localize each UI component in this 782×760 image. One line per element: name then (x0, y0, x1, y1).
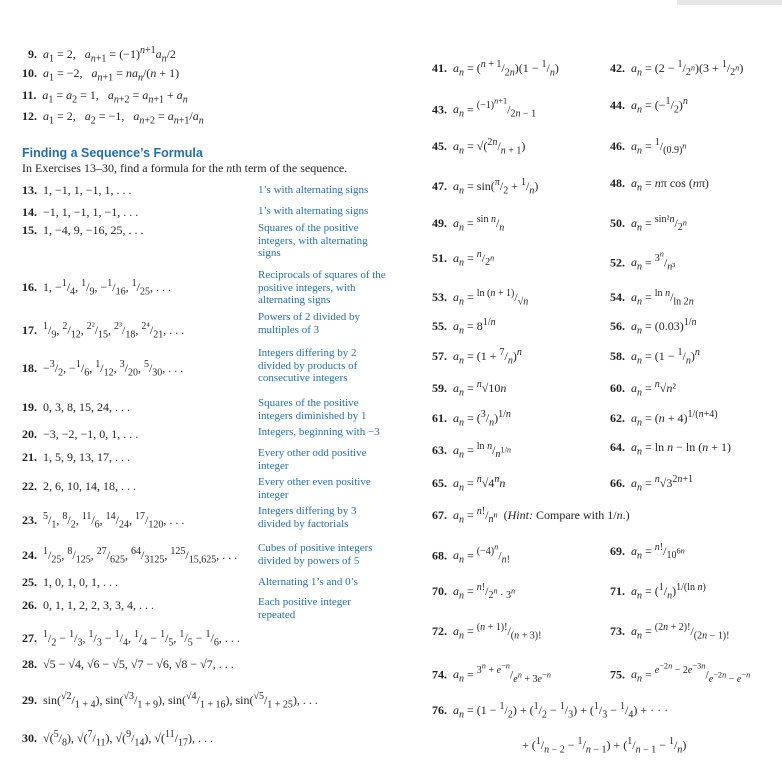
exercise-26: 26. 0, 1, 1, 2, 2, 3, 3, 4, . . . (22, 598, 154, 612)
exercise-70: 70. $a_n = ^{n!}/_{2^n \cdot 3^n}$ (432, 582, 516, 602)
exercise-15: 15. 1, −4, 9, −16, 25, . . . (22, 223, 144, 237)
hint-20: Integers, beginning with −3 (258, 426, 380, 438)
exercise-50: 50. $a_n = ^{sin^2n}/_{2^n}$ (610, 214, 687, 234)
exercise-19: 19. 0, 3, 8, 15, 24, . . . (22, 400, 130, 414)
exercise-60: 60. $a_n = ^n√n^2$ (610, 379, 676, 399)
hint-26: Each positive integer repeated (258, 596, 351, 621)
exercise-18: 18. $-^3/_2$, $-^1/_6$, $^1/_{12}$, $^3/_{20}$, $^5/_{30}$, . . . (22, 359, 184, 379)
hint-22: Every other even positive integer (258, 476, 371, 501)
exercise-55: 55. $a_n = 8^{1/n}$ (432, 317, 496, 337)
exercise-74: 74. $a_n = ^{3^n + e^{-n}}/_{e^n + 3e^{-n}}$ (432, 662, 551, 685)
exercise-13: 13. 1, −1, 1, −1, 1, . . . (22, 183, 132, 197)
hint-14: 1’s with alternating signs (258, 205, 369, 217)
exercise-28: 28. √5 − √4, √6 − √5, √7 − √6, √8 − √7, . . . (22, 657, 234, 671)
exercise-53: 53. $a_n = ^{ln (n + 1)}/_{√n}$ (432, 288, 529, 308)
exercise-16: 16. 1, $-^1/_4$, $^1/_9$, $-^1/_{16}$, $^1/_{25}$, . . . (22, 278, 171, 298)
exercise-76: 76. $a_n = (1 - ^1/_2) + (^1/_2 - ^1/_3) + (^1/_3 - ^1/_4)$ + · · · (432, 701, 669, 721)
hint-21: Every other odd positive integer (258, 447, 367, 472)
exercise-25: 25. 1, 0, 1, 0, 1, . . . (22, 575, 118, 589)
hint-17: Powers of 2 divided by multiples of 3 (258, 311, 361, 336)
exercise-49: 49. $a_n = ^{sin n}/_n$ (432, 214, 505, 234)
exercise-57: 57. $a_n = (1 + ^7/_n)^n$ (432, 347, 522, 367)
exercise-63: 63. $a_n = ^{ln n}/_{n^{1/n}}$ (432, 441, 512, 461)
exercise-52: 52. $a_n = ^{3^n}/_{n^3}$ (610, 250, 676, 273)
exercise-76-cont: + $(^1/_{n - 2} - ^1/_{n - 1}) + (^1/_{n - 1} - ^1/_n)$ (522, 736, 687, 756)
exercise-54: 54. $a_n = ^{ln n}/_{ln 2n}$ (610, 288, 694, 308)
exercise-47: 47. $a_n = \sin(^\pi/_2 + ^1/_n)$ (432, 177, 539, 197)
hint-24: Cubes of positive integers divided by powers of 5 (258, 542, 373, 567)
exercise-46: 46. $a_n = ^1/_{(0.9)^n}$ (610, 137, 687, 157)
section-title: Finding a Sequence’s Formula (22, 146, 203, 160)
hint-25: Alternating 1’s and 0’s (258, 576, 358, 588)
exercise-62: 62. $a_n = (n + 4)^{1/(n+4)}$ (610, 409, 718, 429)
exercise-67: 67. $a_n = ^{n!}/_{n^n}$ (Hint: Compare with 1/n.) (432, 506, 630, 526)
exercise-9: 9. $a_1 = 2$, $a_{n+1} = (-1)^{n+1}a_n/2$ (28, 45, 176, 65)
exercise-73: 73. $a_n = ^{(2n + 2)!}/_{(2n - 1)!}$ (610, 622, 730, 642)
exercise-29: 29. $\sin(^{√2}/_{1 + 4})$, $\sin(^{√3}/_{1 + 9})$, $\sin(^{√4}/_{1 + 16})$, $\sin(^{√5}/_{1 + 25})$, . . . (22, 691, 318, 711)
exercise-72: 72. $a_n = ^{(n + 1)!}/_{(n + 3)!}$ (432, 622, 542, 642)
exercise-68: 68. $a_n = ^{(-4)^n}/_{n!}$ (432, 543, 510, 566)
exercise-58: 58. $a_n = (1 - ^1/_n)^n$ (610, 347, 700, 367)
hint-18: Integers differing by 2 divided by products of consecutive integers (258, 347, 358, 384)
exercise-23: 23. $^5/_1$, $^8/_2$, $^{11}/_6$, $^{14}/_{24}$, $^{17}/_{120}$, . . . (22, 511, 185, 531)
exercise-30: 30. $√(^5/_8)$, $√(^7/_{11})$, $√(^9/_{14})$, $√(^{11}/_{17})$, . . . (22, 729, 213, 749)
section-instruction: In Exercises 13–30, find a formula for the nth term of the sequence. (22, 161, 348, 175)
exercise-71: 71. $a_n = (^1/_n)^{1/(ln n)}$ (610, 582, 706, 602)
running-head-bar (677, 0, 782, 5)
exercise-17: 17. $^1/_9$, $^2/_{12}$, $^{2^2}/_{15}$, $^{2^3}/_{18}$, $^{2^4}/_{21}$, . . . (22, 321, 185, 341)
hint-15: Squares of the positive integers, with alternating signs (258, 222, 368, 259)
exercise-11: 11. $a_1 = a_2 = 1$, $a_{n+2} = a_{n+1} + a_n$ (22, 88, 188, 106)
exercise-27: 27. $^1/_2 - ^1/_3$, $^1/_3 - ^1/_4$, $^1/_4 - ^1/_5$, $^1/_5 - ^1/_6$, . . . (22, 629, 240, 649)
exercise-65: 65. $a_n = ^n√4^nn$ (432, 474, 506, 494)
exercise-66: 66. $a_n = ^n√3^{2n+1}$ (610, 474, 694, 494)
exercise-69: 69. $a_n = ^{n!}/_{10^{6n}}$ (610, 542, 685, 562)
exercise-51: 51. $a_n = ^n/_{2^n}$ (432, 249, 495, 269)
exercise-59: 59. $a_n = ^n√10n$ (432, 379, 507, 399)
exercise-12: 12. $a_1 = 2$, $a_2 = -1$, $a_{n+2} = a_{n+1}/a_n$ (22, 109, 204, 127)
exercise-10: 10. $a_1 = -2$, $a_{n+1} = na_n/(n + 1)$ (22, 66, 180, 84)
exercise-45: 45. $a_n = √(^{2n}/_{n + 1})$ (432, 137, 526, 157)
exercise-21: 21. 1, 5, 9, 13, 17, . . . (22, 450, 130, 464)
exercise-20: 20. −3, −2, −1, 0, 1, . . . (22, 427, 139, 441)
exercise-24: 24. $^1/_{25}$, $^8/_{125}$, $^{27}/_{625}$, $^{64}/_{3125}$, $^{125}/_{15,625}$, . . . (22, 546, 238, 566)
hint-16: Reciprocals of squares of the positive integers, with alternating signs (258, 269, 386, 306)
exercise-41: 41. $a_n = (^{n + 1}/_{2n})(1 - ^1/_n)$ (432, 59, 559, 79)
hint-23: Integers differing by 3 divided by factorials (258, 505, 357, 530)
exercise-42: 42. $a_n = (2 - ^1/_{2^n})(3 + ^1/_{2^n})$ (610, 59, 744, 79)
exercise-56: 56. $a_n = (0.03)^{1/n}$ (610, 317, 697, 337)
exercise-64: 64. $a_n = \ln n - \ln (n + 1)$ (610, 440, 731, 458)
hint-19: Squares of the positive integers diminished by 1 (258, 397, 367, 422)
exercise-14: 14. −1, 1, −1, 1, −1, . . . (22, 205, 139, 219)
exercise-22: 22. 2, 6, 10, 14, 18, . . . (22, 479, 136, 493)
hint-13: 1’s with alternating signs (258, 184, 369, 196)
exercise-61: 61. $a_n = (^3/_n)^{1/n}$ (432, 409, 511, 429)
exercise-75: 75. $a_n = ^{e^{-2n} - 2e^{-3n}}/_{e^{-2n} - e^{-n}}$ (610, 662, 751, 685)
exercise-48: 48. $a_n = n\pi$ cos (nπ) (610, 176, 709, 194)
exercise-43: 43. $a_n = ^{(-1)^{n+1}}/_{2n - 1}$ (432, 97, 537, 120)
exercise-44: 44. $a_n = (-^1/_2)^n$ (610, 96, 688, 116)
